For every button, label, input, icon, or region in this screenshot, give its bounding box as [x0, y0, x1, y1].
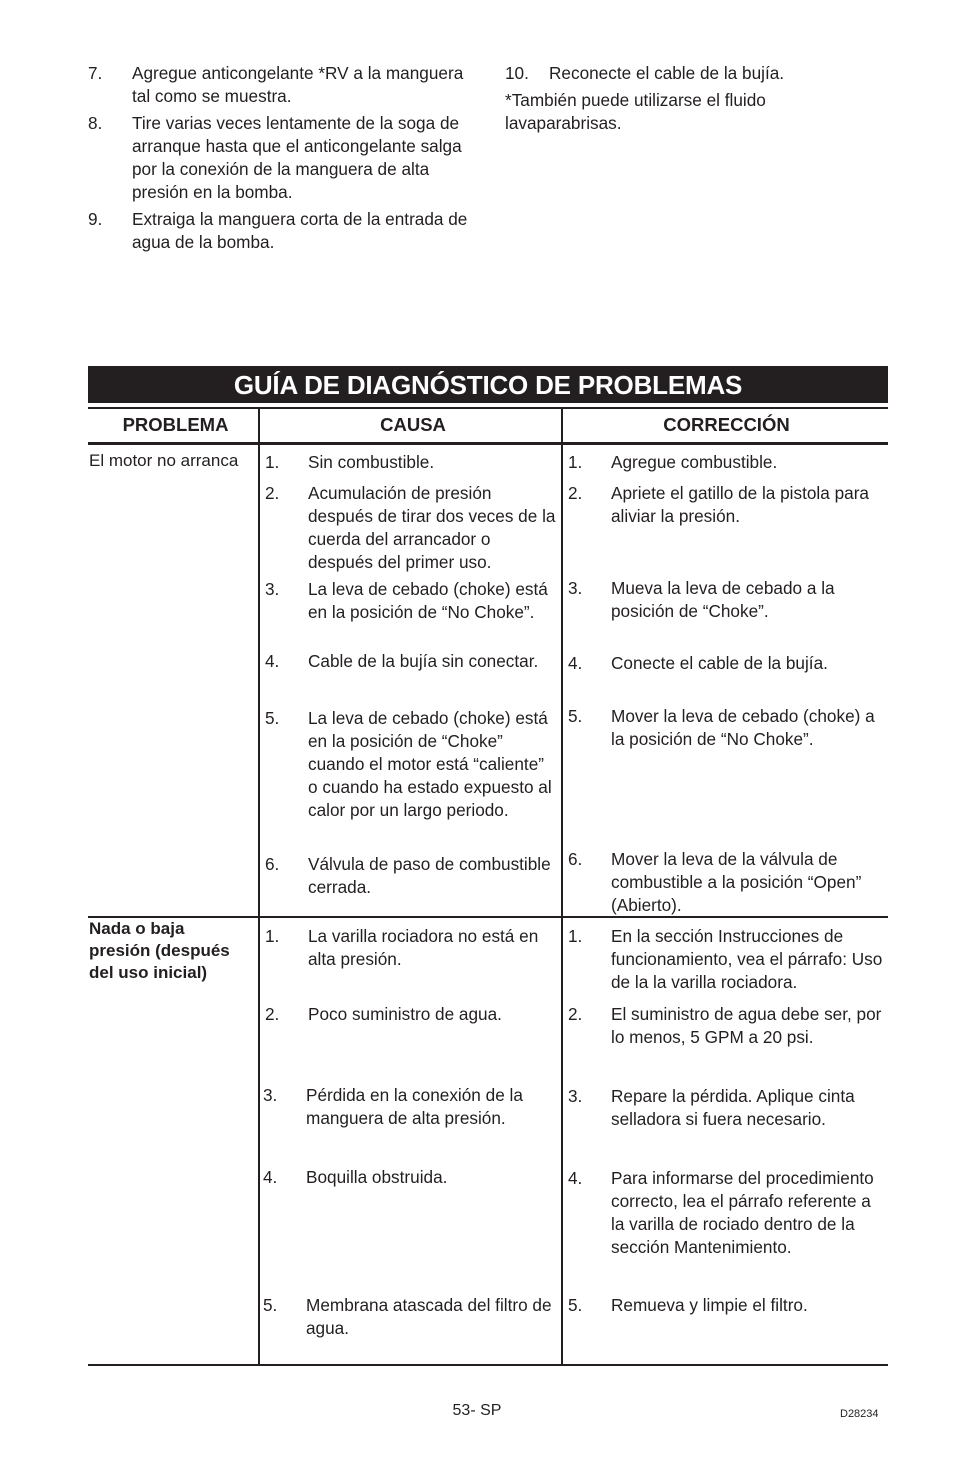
- correction-item: [568, 577, 883, 623]
- guide-title: GUÍA DE DIAGNÓSTICO DE PROBLEMAS: [88, 366, 888, 403]
- step-number: 9.: [88, 209, 103, 229]
- correction-item: [568, 451, 883, 474]
- instruction-step: [88, 208, 468, 254]
- cause-number: 4.: [263, 1167, 278, 1187]
- cause-item: [263, 1084, 557, 1130]
- document-code: D28234: [840, 1408, 879, 1420]
- header-top-rule: [88, 407, 888, 409]
- correction-item: [568, 1294, 883, 1317]
- table-bottom-rule: [88, 1364, 888, 1366]
- step-text: Agregue anticongelante *RV a la manguera tal como se muestra.: [132, 63, 464, 106]
- page-number: 53- SP: [452, 1402, 502, 1419]
- correction-text: Mover la leva de cebado (choke) a la posición de “No Choke”.: [611, 706, 875, 749]
- column-divider: [561, 408, 563, 1366]
- cause-number: 1.: [265, 452, 280, 472]
- cause-text: La leva de cebado (choke) está en la posición de “Choke” cuando el motor está “caliente” o cuando ha estado expuesto al calor por un largo periodo.: [308, 708, 552, 820]
- instruction-step: [88, 112, 468, 204]
- header-problem: PROBLEMA: [122, 414, 229, 435]
- correction-item: [568, 482, 883, 528]
- cause-number: 1.: [265, 926, 280, 946]
- correction-number: 3.: [568, 578, 583, 598]
- correction-item: [568, 1003, 883, 1049]
- correction-number: 4.: [568, 653, 583, 673]
- correction-item: [568, 705, 883, 751]
- cause-text: Sin combustible.: [308, 452, 435, 472]
- column-divider: [258, 408, 260, 1366]
- correction-text: Remueva y limpie el filtro.: [611, 1295, 808, 1315]
- cause-item: [263, 1294, 557, 1340]
- section-divider: [260, 916, 561, 918]
- instructions-left-column: [88, 62, 468, 258]
- cause-number: 2.: [265, 1004, 280, 1024]
- correction-text: Repare la pérdida. Aplique cinta selladora si fuera necesario.: [611, 1086, 855, 1129]
- header-correction: CORRECCIÓN: [663, 414, 790, 435]
- cause-text: Cable de la bujía sin conectar.: [308, 651, 539, 671]
- correction-text: Agregue combustible.: [611, 452, 778, 472]
- step-text: Reconecte el cable de la bujía.: [549, 63, 785, 83]
- header-cause: CAUSA: [380, 414, 446, 435]
- correction-number: 6.: [568, 849, 583, 869]
- header-bottom-rule: [88, 442, 888, 445]
- step-number: 10.: [505, 63, 529, 83]
- correction-number: 1.: [568, 926, 583, 946]
- correction-number: 2.: [568, 483, 583, 503]
- correction-text: Conecte el cable de la bujía.: [611, 653, 828, 673]
- cause-text: Boquilla obstruida.: [306, 1167, 448, 1187]
- instructions-right-column: [505, 62, 885, 135]
- instruction-step: [88, 62, 468, 108]
- cause-text: Membrana atascada del filtro de agua.: [306, 1295, 552, 1338]
- cause-number: 2.: [265, 483, 280, 503]
- cause-item: [263, 1166, 557, 1189]
- cause-number: 6.: [265, 854, 280, 874]
- correction-text: En la sección Instrucciones de funcionamiento, vea el párrafo: Uso de la la varilla rociadora.: [611, 926, 883, 992]
- correction-number: 4.: [568, 1168, 583, 1188]
- cause-item: [265, 482, 557, 574]
- correction-text: Mover la leva de la válvula de combustible a la posición “Open” (Abierto).: [611, 849, 862, 915]
- footnote: *También puede utilizarse el fluido lavaparabrisas.: [505, 90, 766, 133]
- cause-item: [265, 650, 557, 673]
- correction-text: Mueva la leva de cebado a la posición de “Choke”.: [611, 578, 835, 621]
- cause-number: 3.: [265, 579, 280, 599]
- cause-item: [265, 925, 557, 971]
- cause-item: [265, 578, 557, 624]
- step-number: 7.: [88, 63, 103, 83]
- correction-number: 5.: [568, 1295, 583, 1315]
- correction-item: [568, 848, 883, 917]
- cause-number: 3.: [263, 1085, 278, 1105]
- cause-item: [265, 707, 557, 822]
- cause-number: 5.: [263, 1295, 278, 1315]
- cause-item: [265, 451, 557, 474]
- correction-item: [568, 1167, 883, 1259]
- step-text: Tire varias veces lentamente de la soga de arranque hasta que el anticongelante salga por la conexión de la manguera de alta presión en la bomba.: [132, 113, 462, 202]
- cause-text: La varilla rociadora no está en alta presión.: [308, 926, 539, 969]
- cause-text: Acumulación de presión después de tirar dos veces de la cuerda del arrancador o después del primer uso.: [308, 483, 556, 572]
- correction-text: Para informarse del procedimiento correcto, lea el párrafo referente a la varilla de rociado dentro de la sección Mantenimiento.: [611, 1168, 874, 1257]
- problem-label: El motor no arranca: [89, 451, 239, 470]
- correction-item: [568, 925, 883, 994]
- cause-number: 5.: [265, 708, 280, 728]
- cause-text: La leva de cebado (choke) está en la posición de “No Choke”.: [308, 579, 548, 622]
- correction-number: 5.: [568, 706, 583, 726]
- correction-text: El suministro de agua debe ser, por lo menos, 5 GPM a 20 psi.: [611, 1004, 882, 1047]
- correction-number: 3.: [568, 1086, 583, 1106]
- cause-item: [265, 1003, 557, 1026]
- step-text: Extraiga la manguera corta de la entrada de agua de la bomba.: [132, 209, 468, 252]
- correction-item: [568, 1085, 883, 1131]
- step-number: 8.: [88, 113, 103, 133]
- correction-number: 2.: [568, 1004, 583, 1024]
- problem-label: Nada o baja presión (después del uso inicial): [89, 919, 230, 982]
- cause-item: [265, 853, 557, 899]
- correction-text: Apriete el gatillo de la pistola para aliviar la presión.: [611, 483, 869, 526]
- cause-text: Poco suministro de agua.: [308, 1004, 502, 1024]
- correction-item: [568, 652, 883, 675]
- instruction-step: [505, 62, 885, 85]
- cause-number: 4.: [265, 651, 280, 671]
- cause-text: Válvula de paso de combustible cerrada.: [308, 854, 551, 897]
- cause-text: Pérdida en la conexión de la manguera de alta presión.: [306, 1085, 523, 1128]
- correction-number: 1.: [568, 452, 583, 472]
